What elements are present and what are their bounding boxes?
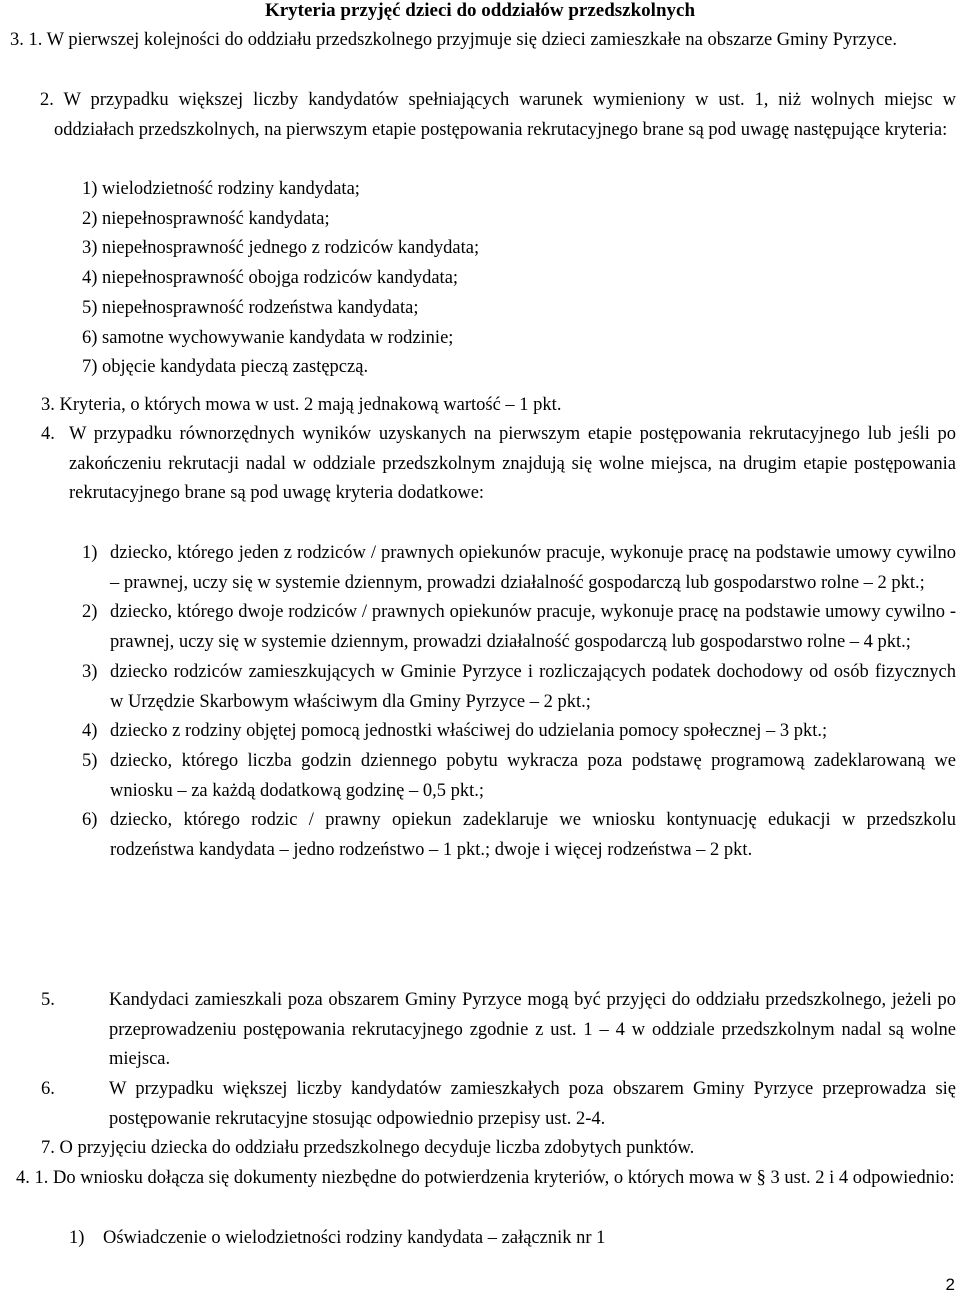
paragraph-4-1 (16, 1164, 956, 1194)
item-number: 5) (82, 750, 98, 771)
item-number: 2) (82, 602, 98, 623)
criteria-item: 4) niepełnosprawność obojga rodziców kandydata; (82, 268, 459, 289)
criteria-item: 7) objęcie kandydata pieczą zastępczą. (82, 357, 369, 378)
additional-criteria-item (82, 658, 956, 717)
paragraph-3-3-text: 3. Kryteria, o których mowa w ust. 2 mają jednakową wartość – 1 pkt. (41, 395, 562, 415)
item-text: dziecko, którego liczba godzin dziennego pobytu wykracza poza podstawę programową zadeklarowaną we wniosku – za każdą dodatkową godzinę – 0,5 pkt.; (110, 750, 956, 801)
criteria-item: 5) niepełnosprawność rodzeństwa kandydata; (82, 297, 419, 318)
additional-criteria-list (82, 539, 956, 866)
additional-criteria-item (82, 717, 956, 747)
item-number: 1) (82, 543, 98, 563)
paragraph-3-6-text: W przypadku większej liczby kandydatów zamieszkałych poza obszarem Gminy Pyrzyce przeprowadza się postępowanie rekrutacyjne stosując odpowiednio przepisy ust. 2-4. (109, 1079, 956, 1129)
paragraph-3-6-number: 6. (41, 1079, 55, 1099)
item-text: Oświadczenie o wielodzietności rodziny kandydata – załącznik nr 1 (103, 1228, 606, 1248)
paragraph-3-7-text: 7. O przyjęciu dziecka do oddziału przedszkolnego decyduje liczba zdobytych punktów. (41, 1138, 695, 1158)
item-number: 3) (82, 661, 98, 682)
item-text: dziecko, którego dwoje rodziców / prawnych opiekunów pracuje, wykonuje pracę na podstawie umowy cywilno - prawnej, uczy się w systemie dziennym, prowadzi działalność gospodarczą lub gospodarstwo rolne – 4 pkt.; (110, 602, 956, 653)
paragraph-3-7 (41, 1134, 956, 1164)
item-text: dziecko z rodziny objętej pomocą jednostki właściwej do udzielania pomocy społecznej – 3 pkt.; (110, 721, 828, 742)
additional-criteria-item (82, 747, 956, 806)
page-number: 2 (945, 1275, 955, 1295)
item-number: 6) (82, 810, 98, 831)
paragraph-3-5-text: Kandydaci zamieszkali poza obszarem Gminy Pyrzyce mogą być przyjęci do oddziału przedszkolnego, jeżeli po przeprowadzeniu postępowania rekrutacyjnego zgodnie z ust. 1 – 4 w oddziale przedszkolnym nadal są wolne miejsca. (109, 990, 956, 1070)
item-number: 4) (82, 721, 98, 742)
criteria-item: 1) wielodzietność rodziny kandydata; (82, 179, 360, 199)
criteria-item: 6) samotne wychowywanie kandydata w rodzinie; (82, 327, 454, 348)
item-text: dziecko rodziców zamieszkujących w Gminie Pyrzyce i rozliczających podatek dochodowy od osób fizycznych w Urzędzie Skarbowym właściwym dla Gminy Pyrzyce – 2 pkt.; (110, 661, 956, 712)
criteria-item: 3) niepełnosprawność jednego z rodziców kandydata; (82, 238, 480, 259)
documents-list (69, 1224, 956, 1254)
document-title: Kryteria przyjęć dzieci do oddziałów przedszkolnych (264, 0, 696, 21)
paragraph-3-1 (10, 26, 956, 56)
paragraph-3-6 (41, 1075, 956, 1134)
paragraph-3-4-number: 4. (41, 424, 55, 444)
item-text: dziecko, którego jeden z rodziców / prawnych opiekunów pracuje, wykonuje pracę na podstawie umowy cywilno – prawnej, uczy się w systemie dziennym, prowadzi działalność gospodarczą lub gospodarstwo rolne – 2 pkt.; (110, 543, 956, 593)
item-number: 1) (69, 1228, 85, 1248)
criteria-item: 2) niepełnosprawność kandydata; (82, 208, 330, 229)
item-text: dziecko, którego rodzic / prawny opiekun zadeklaruje we wniosku kontynuację edukacji w przedszkolu rodzeństwa kandydata – jedno rodzeństwo – 1 pkt.; dwoje i więcej rodzeństwa – 2 pkt. (110, 810, 956, 861)
paragraph-3-2-text: 2. W przypadku większej liczby kandydatów spełniających warunek wymieniony w ust. 1, niż wolnych miejsc w oddziałach przedszkolnych, na pierwszym etapie postępowania rekrutacyjnego brane są pod uwagę następujące kryteria: (40, 90, 956, 140)
paragraph-3-3 (41, 391, 956, 421)
paragraph-3-4 (41, 420, 956, 509)
additional-criteria-item (82, 539, 956, 598)
criteria-list (82, 175, 956, 383)
paragraph-3-2 (40, 86, 956, 145)
paragraph-3-5 (41, 986, 956, 1075)
paragraph-3-1-text: 3. 1. W pierwszej kolejności do oddziału przedszkolnego przyjmuje się dzieci zamieszkałe na obszarze Gminy Pyrzyce. (10, 30, 898, 50)
paragraph-3-5-number: 5. (41, 990, 55, 1010)
paragraph-3-4-text: W przypadku równorzędnych wyników uzyskanych na pierwszym etapie postępowania rekrutacyjnego lub jeśli po zakończeniu rekrutacji nadal w oddziale przedszkolnym znajdują się wolne miejsca, na drugim etapie postępowania rekrutacyjnego brane są pod uwagę kryteria dodatkowe: (69, 424, 956, 504)
additional-criteria-item (82, 806, 956, 865)
paragraph-4-1-text: 4. 1. Do wniosku dołącza się dokumenty niezbędne do potwierdzenia kryteriów, o których mowa w § 3 ust. 2 i 4 odpowiednio: (16, 1168, 955, 1188)
documents-list-item (69, 1224, 956, 1254)
additional-criteria-item (82, 598, 956, 657)
